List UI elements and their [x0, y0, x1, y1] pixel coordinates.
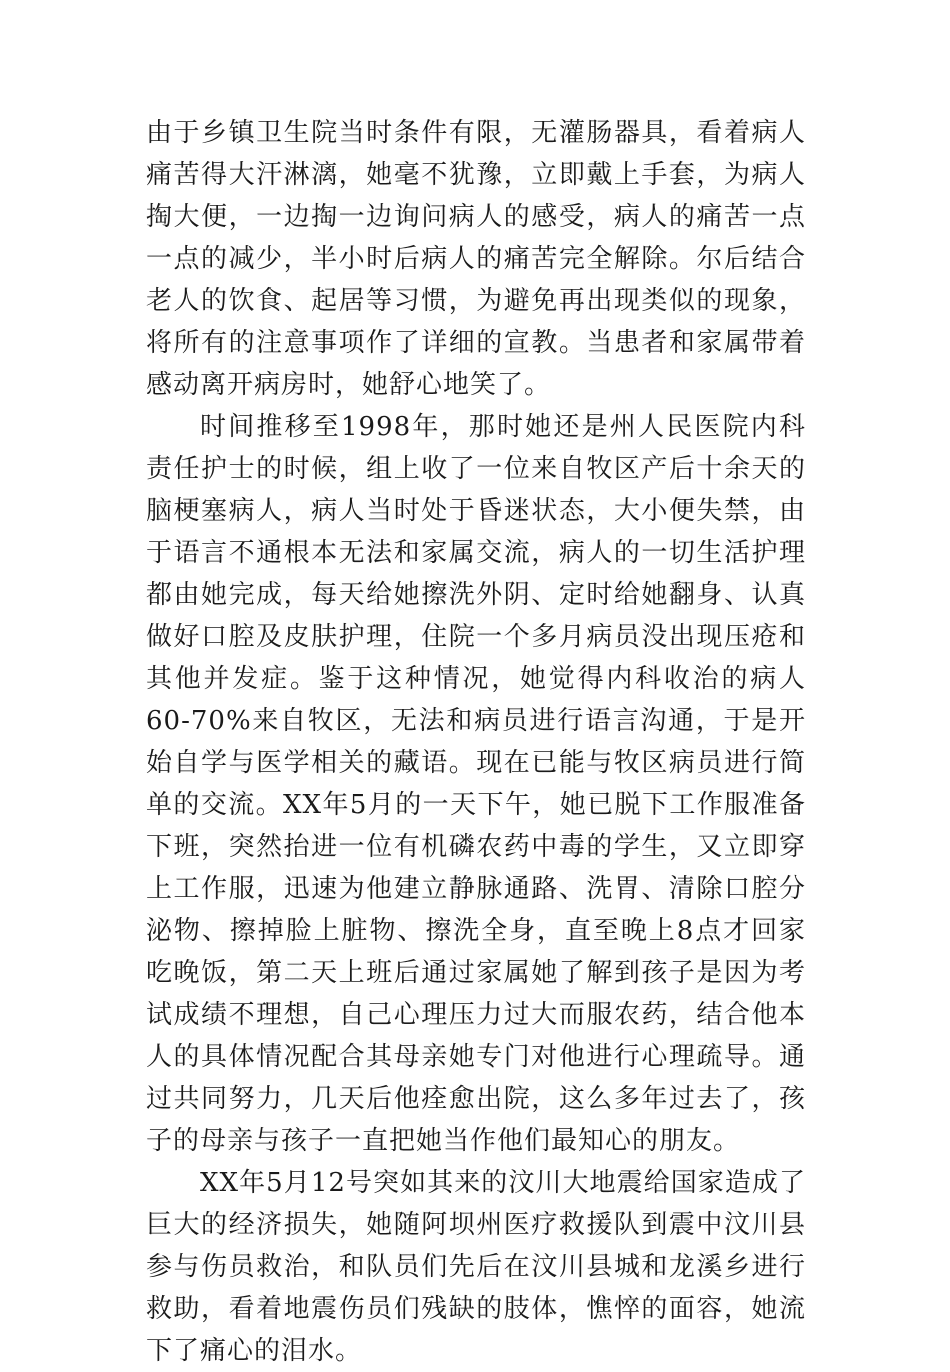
- paragraph-1998: 时间推移至1998年，那时她还是州人民医院内科责任护士的时候，组上收了一位来自牧区产后十余天的脑梗塞病人，病人当时处于昏迷状态，大小便失禁，由于语言不通根本无法和家属交流，病人的一切生活护理都由她完成，每天给她擦洗外阴、定时给她翻身、认真做好口腔及皮肤护理，住院一个多月病员没出现压疮和其他并发症。鉴于这种情况，她觉得内科收治的病人60-70%来自牧区，无法和病员进行语言沟通，于是开始自学与医学相关的藏语。现在已能与牧区病员进行简单的交流。XX年5月的一天下午，她已脱下工作服准备下班，突然抬进一位有机磷农药中毒的学生，又立即穿上工作服，迅速为他建立静脉通路、洗胃、清除口腔分泌物、擦掉脸上脏物、擦洗全身，直至晚上8点才回家吃晚饭，第二天上班后通过家属她了解到孩子是因为考试成绩不理想，自己心理压力过大而服农药，结合他本人的具体情况配合其母亲她专门对他进行心理疏导。通过共同努力，几天后他痊愈出院，这么多年过去了，孩子的母亲与孩子一直把她当作他们最知心的朋友。: [146, 412, 806, 1156]
- document-body: [146, 112, 806, 1372]
- paragraph-earthquake: XX年5月12号突如其来的汶川大地震给国家造成了巨大的经济损失，她随阿坝州医疗救援队到震中汶川县参与伤员救治，和队员们先后在汶川县城和龙溪乡进行救助，看着地震伤员们残缺的肢体，憔悴的面容，她流下了痛心的泪水。: [146, 1168, 806, 1366]
- paragraph-continuation: 由于乡镇卫生院当时条件有限，无灌肠器具，看着病人痛苦得大汗淋漓，她毫不犹豫，立即戴上手套，为病人掏大便，一边掏一边询问病人的感受，病人的痛苦一点一点的减少，半小时后病人的痛苦完全解除。尔后结合老人的饮食、起居等习惯，为避免再出现类似的现象，将所有的注意事项作了详细的宣教。当患者和家属带着感动离开病房时，她舒心地笑了。: [146, 118, 806, 400]
